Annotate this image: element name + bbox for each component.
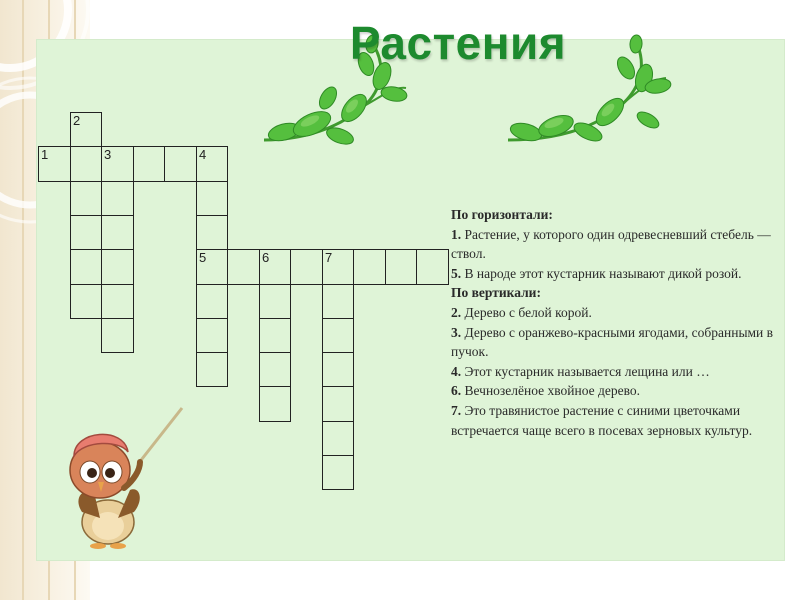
- crossword-cell[interactable]: [164, 146, 197, 182]
- crossword-cell[interactable]: [38, 146, 71, 182]
- down-header: По вертикали:: [451, 285, 541, 301]
- crossword-cell[interactable]: [259, 249, 291, 285]
- across-header: По горизонтали:: [451, 207, 553, 222]
- clue-down-6: 6. Вечнозелёное хвойное дерево.: [451, 383, 641, 399]
- crossword-cell[interactable]: [70, 215, 102, 250]
- clue-number: 2: [73, 113, 81, 128]
- crossword-cell[interactable]: [322, 318, 354, 353]
- crossword-cell[interactable]: [196, 181, 228, 216]
- crossword-cell[interactable]: [259, 318, 291, 353]
- crossword-cell[interactable]: [322, 284, 354, 319]
- crossword-cell[interactable]: [416, 249, 449, 285]
- crossword-cell[interactable]: [70, 249, 102, 285]
- crossword-cell[interactable]: [133, 146, 165, 182]
- clue-down-2: 2. Дерево с белой корой.: [451, 304, 592, 320]
- crossword-cell[interactable]: [196, 249, 228, 285]
- crossword-cell[interactable]: [70, 146, 102, 182]
- clue-down-7: 7. Это травянистое растение с синими цветочками встречается чаще всего в посевах зерновых культур.: [451, 402, 753, 438]
- crossword-cell[interactable]: [101, 318, 134, 353]
- clue-number: 5: [199, 250, 207, 265]
- clues-panel: [451, 205, 786, 440]
- crossword-cell[interactable]: [322, 421, 354, 456]
- crossword-cell[interactable]: [322, 455, 354, 490]
- clue-across-1: 1. Растение, у которого один одревесневший стебель — ствол.: [451, 226, 771, 262]
- crossword-cell[interactable]: [322, 386, 354, 422]
- clue-number: 6: [262, 250, 270, 265]
- crossword-cell[interactable]: [70, 112, 102, 147]
- owl-teacher-icon: [60, 400, 190, 550]
- crossword-cell[interactable]: [101, 146, 134, 182]
- crossword-cell[interactable]: [101, 249, 134, 285]
- crossword-cell[interactable]: [290, 249, 323, 285]
- crossword-cell[interactable]: [196, 352, 228, 387]
- crossword-cell[interactable]: [101, 181, 134, 216]
- crossword-cell[interactable]: [70, 284, 102, 319]
- crossword-cell[interactable]: [259, 352, 291, 387]
- crossword-cell[interactable]: [227, 249, 260, 285]
- crossword-cell[interactable]: [322, 352, 354, 387]
- crossword-cell[interactable]: [101, 284, 134, 319]
- clue-down-4: 4. Этот кустарник называется лещина или …: [451, 363, 710, 379]
- page-title: Растения: [349, 17, 567, 69]
- crossword-cell[interactable]: [70, 181, 102, 216]
- crossword-cell[interactable]: [101, 215, 134, 250]
- crossword-cell[interactable]: [353, 249, 386, 285]
- clue-across-5: 5. В народе этот кустарник называют дикой розой.: [451, 265, 742, 281]
- crossword-cell[interactable]: [196, 318, 228, 353]
- clue-down-3: 3. Дерево с оранжево-красными ягодами, собранными в пучок.: [451, 324, 774, 360]
- clue-number: 1: [41, 147, 49, 162]
- clue-number: 7: [325, 250, 333, 265]
- crossword-cell[interactable]: [196, 146, 228, 182]
- crossword-cell[interactable]: [259, 386, 291, 422]
- clue-number: 3: [104, 147, 112, 162]
- crossword-cell[interactable]: [385, 249, 417, 285]
- clue-number: 4: [199, 147, 207, 162]
- crossword-cell[interactable]: [259, 284, 291, 319]
- crossword-cell[interactable]: [322, 249, 354, 285]
- crossword-cell[interactable]: [196, 215, 228, 250]
- crossword-cell[interactable]: [196, 284, 228, 319]
